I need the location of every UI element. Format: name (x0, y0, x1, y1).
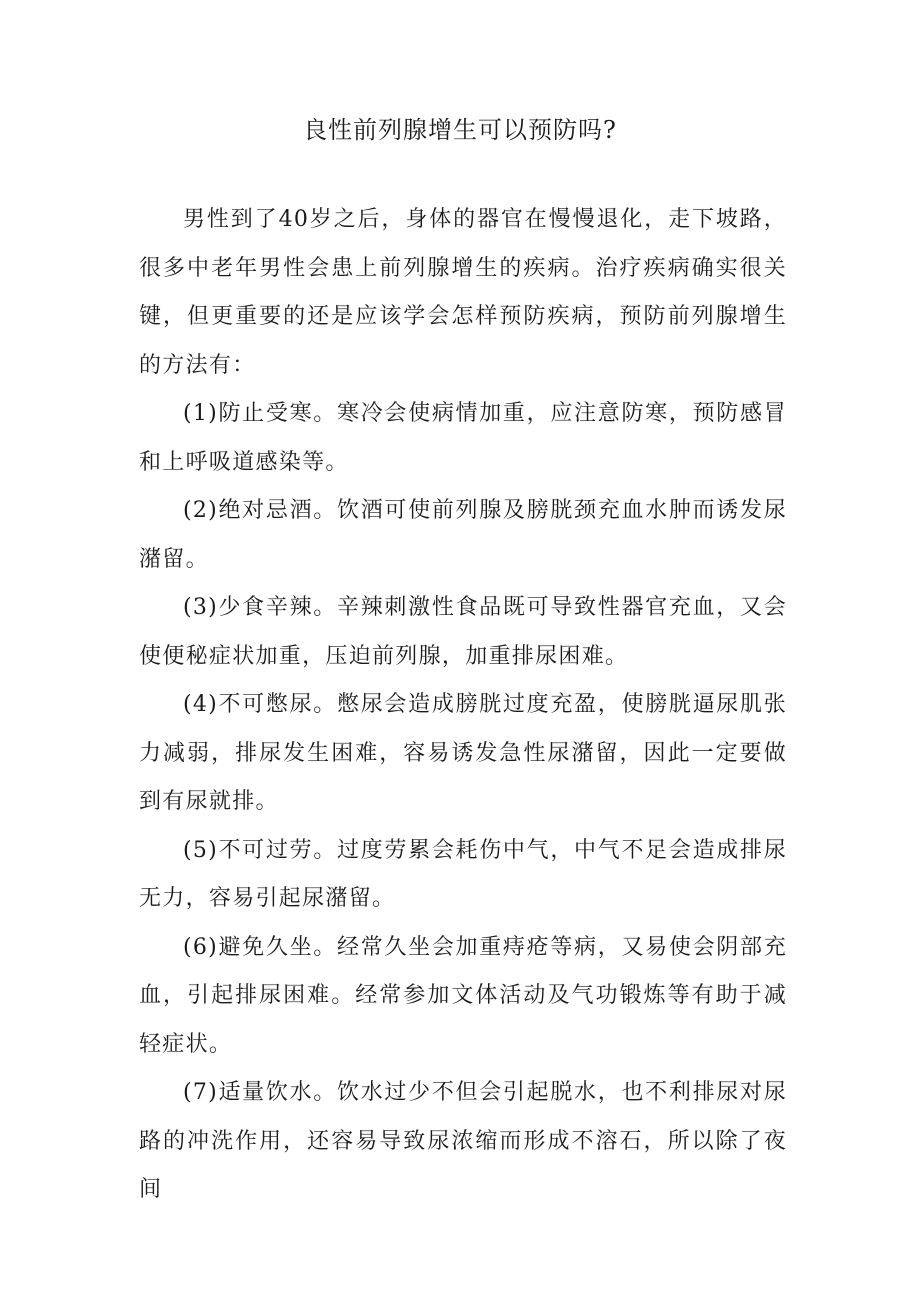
intro-paragraph: 男性到了40岁之后，身体的器官在慢慢退化，走下坡路，很多中老年男性会患上前列腺增生的疾病。治疗疾病确实很关键，但更重要的还是应该学会怎样预防疾病，预防前列腺增生的方法有： (139, 207, 787, 378)
item-paragraph-2: (2)绝对忌酒。饮酒可使前列腺及膀胱颈充血水肿而诱发尿潴留。 (139, 498, 787, 572)
item-paragraph-1: (1)防止受寒。寒冷会使病情加重，应注意防寒，预防感冒和上呼吸道感染等。 (139, 401, 787, 475)
document-body (139, 196, 787, 1215)
item-paragraph-4: (4)不可憋尿。憋尿会造成膀胱过度充盈，使膀胱逼尿肌张力减弱，排尿发生困难，容易诱发急性尿潴留，因此一定要做到有尿就排。 (139, 692, 787, 814)
item-paragraph-5: (5)不可过劳。过度劳累会耗伤中气，中气不足会造成排尿无力，容易引起尿潴留。 (139, 837, 787, 911)
document-title: 良性前列腺增生可以预防吗? (303, 116, 617, 144)
item-paragraph-3: (3)少食辛辣。辛辣刺激性食品既可导致性器官充血，又会使便秘症状加重，压迫前列腺，加重排尿困难。 (139, 595, 787, 669)
item-paragraph-6: (6)避免久坐。经常久坐会加重痔疮等病，又易使会阴部充血，引起排尿困难。经常参加文体活动及气功锻炼等有助于减轻症状。 (139, 934, 787, 1057)
item-paragraph-7: (7)适量饮水。饮水过少不但会引起脱水，也不利排尿对尿路的冲洗作用，还容易导致尿浓缩而形成不溶石，所以除了夜间 (139, 1080, 787, 1202)
